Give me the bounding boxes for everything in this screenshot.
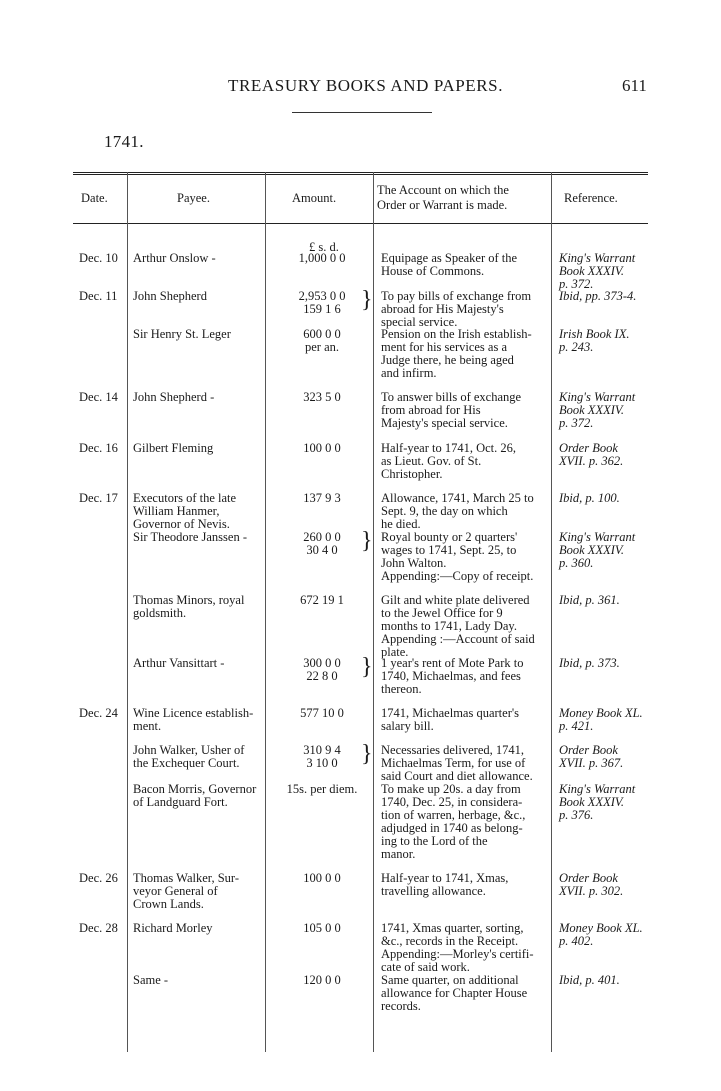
- entry-reference: Order Book XVII. p. 367.: [559, 743, 624, 770]
- amount-brace: }: [361, 287, 373, 313]
- entry-amount: 120 0 0: [303, 973, 341, 987]
- table-top-rule-double: [73, 174, 648, 175]
- entry-payee: Same -: [133, 973, 169, 987]
- column-header-payee: Payee.: [177, 191, 210, 205]
- entry-amount: 672 19 1: [300, 593, 344, 607]
- entry-date: Dec. 16: [79, 441, 118, 455]
- entry-payee: Wine Licence establish- ment.: [133, 706, 254, 733]
- entry-amount: 600 0 0 per an.: [303, 327, 341, 354]
- entry-amount: 137 9 3: [303, 491, 341, 505]
- column-divider: [265, 172, 266, 1052]
- amount-brace: }: [361, 654, 373, 680]
- entry-account: Royal bounty or 2 quarters' wages to 1741, Sept. 25, to John Walton. Appending:—Copy of receipt.: [381, 530, 534, 583]
- column-divider: [373, 172, 374, 1052]
- entry-date: Dec. 11: [79, 289, 118, 303]
- entry-payee: Bacon Morris, Governor of Landguard Fort.: [133, 782, 257, 809]
- entry-amount: 100 0 0: [303, 871, 341, 885]
- entry-reference: King's Warrant Book XXXIV. p. 372.: [559, 390, 636, 430]
- column-header-account: The Account on which the Order or Warrant is made.: [377, 183, 509, 212]
- entry-payee: Arthur Vansittart -: [133, 656, 225, 670]
- currency-header: £ s. d.: [309, 240, 339, 254]
- entry-reference: Ibid, p. 361.: [559, 593, 620, 607]
- entry-date: Dec. 10: [79, 251, 118, 265]
- entry-date: Dec. 17: [79, 491, 118, 505]
- entry-date: Dec. 14: [79, 390, 118, 404]
- column-header-reference: Reference.: [564, 191, 618, 205]
- entry-account: Same quarter, on additional allowance for Chapter House records.: [381, 973, 528, 1013]
- entry-date: Dec. 24: [79, 706, 118, 720]
- entry-payee: Sir Henry St. Leger: [133, 327, 231, 341]
- entry-reference: Money Book XL. p. 421.: [559, 706, 643, 733]
- entry-account: Allowance, 1741, March 25 to Sept. 9, the day on which he died.: [381, 491, 534, 531]
- entry-reference: Money Book XL. p. 402.: [559, 921, 643, 948]
- entry-payee: John Shepherd -: [133, 390, 215, 404]
- column-divider: [127, 172, 128, 1052]
- entry-date: Dec. 28: [79, 921, 118, 935]
- amount-brace: }: [361, 528, 373, 554]
- entry-payee: Thomas Walker, Sur- veyor General of Crown Lands.: [133, 871, 239, 911]
- amount-brace: }: [361, 741, 373, 767]
- header-rule: [292, 112, 432, 113]
- entry-reference: Ibid, p. 373.: [559, 656, 620, 670]
- entry-reference: Ibid, pp. 373-4.: [559, 289, 637, 303]
- entry-payee: Sir Theodore Janssen -: [133, 530, 247, 544]
- entry-account: Half-year to 1741, Xmas, travelling allowance.: [381, 871, 509, 898]
- header-bottom-rule: [73, 223, 648, 224]
- entry-payee: Gilbert Fleming: [133, 441, 214, 455]
- entry-amount: 1,000 0 0: [298, 251, 346, 265]
- entry-payee: John Walker, Usher of the Exchequer Court.: [133, 743, 245, 770]
- entry-amount: 105 0 0: [303, 921, 341, 935]
- column-header-date: Date.: [81, 191, 108, 205]
- entry-amount: 310 9 4 3 10 0: [303, 743, 341, 770]
- entry-reference: Ibid, p. 100.: [559, 491, 620, 505]
- entry-account: To make up 20s. a day from 1740, Dec. 25, in considera- tion of warren, herbage, &c., adjudged in 1740 as belong- ing to the Lord of the manor.: [381, 782, 526, 861]
- entry-reference: Ibid, p. 401.: [559, 973, 620, 987]
- entry-amount: 577 10 0: [300, 706, 344, 720]
- page-number: 611: [622, 76, 647, 95]
- entry-amount: 100 0 0: [303, 441, 341, 455]
- entry-amount: 15s. per diem.: [286, 782, 358, 796]
- entry-account: 1741, Michaelmas quarter's salary bill.: [381, 706, 519, 733]
- entry-account: 1741, Xmas quarter, sorting, &c., records in the Receipt. Appending:—Morley's certifi- cate of said work.: [381, 921, 534, 974]
- entry-amount: 323 5 0: [303, 390, 341, 404]
- entry-reference: Order Book XVII. p. 302.: [559, 871, 624, 898]
- entry-account: 1 year's rent of Mote Park to 1740, Michaelmas, and fees thereon.: [381, 656, 524, 696]
- entry-payee: Arthur Onslow -: [133, 251, 216, 265]
- entry-amount: 2,953 0 0 159 1 6: [298, 289, 346, 316]
- year-heading: 1741.: [104, 132, 144, 151]
- table-top-rule: [73, 172, 648, 173]
- entry-reference: King's Warrant Book XXXIV. p. 372.: [559, 251, 636, 291]
- payments-table: [73, 172, 648, 1052]
- entry-account: Half-year to 1741, Oct. 26, as Lieut. Gov. of St. Christopher.: [381, 441, 517, 481]
- entry-reference: Order Book XVII. p. 362.: [559, 441, 624, 468]
- entry-reference: King's Warrant Book XXXIV. p. 360.: [559, 530, 636, 570]
- entry-account: To pay bills of exchange from abroad for His Majesty's special service.: [381, 289, 532, 329]
- page-header: [0, 76, 721, 100]
- entry-account: To answer bills of exchange from abroad for His Majesty's special service.: [381, 390, 522, 430]
- entry-account: Pension on the Irish establish- ment for his services as a Judge there, he being aged and infirm.: [381, 327, 532, 380]
- entry-amount: 260 0 0 30 4 0: [303, 530, 341, 557]
- entry-amount: 300 0 0 22 8 0: [303, 656, 341, 683]
- running-head: TREASURY BOOKS AND PAPERS.: [228, 76, 504, 95]
- column-divider: [551, 172, 552, 1052]
- entry-payee: Thomas Minors, royal goldsmith.: [133, 593, 245, 620]
- entry-account: Gilt and white plate delivered to the Jewel Office for 9 months to 1741, Lady Day. Appending :—Account of said plate.: [381, 593, 535, 659]
- entry-account: Necessaries delivered, 1741, Michaelmas Term, for use of said Court and diet allowance.: [381, 743, 533, 783]
- entry-date: Dec. 26: [79, 871, 118, 885]
- entry-payee: John Shepherd: [133, 289, 207, 303]
- entry-account: Equipage as Speaker of the House of Commons.: [381, 251, 518, 278]
- column-header-amount: Amount.: [292, 191, 337, 205]
- entry-reference: King's Warrant Book XXXIV. p. 376.: [559, 782, 636, 822]
- entry-payee: Richard Morley: [133, 921, 213, 935]
- entry-reference: Irish Book IX. p. 243.: [559, 327, 630, 354]
- entry-payee: Executors of the late William Hanmer, Governor of Nevis.: [133, 491, 237, 531]
